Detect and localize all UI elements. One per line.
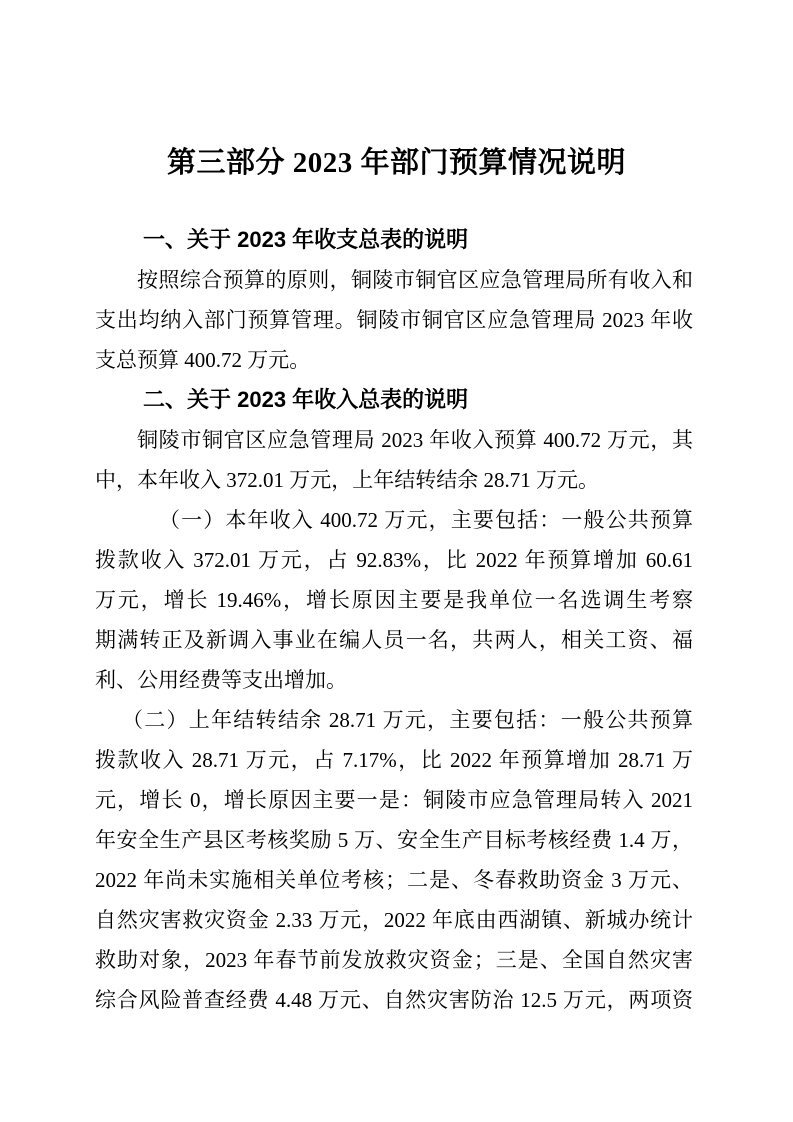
section-2-heading: 二、关于 2023 年收入总表的说明 (143, 387, 469, 412)
document-body (95, 220, 693, 1020)
text-line: 期满转正及新调入事业在编人员一名，共两人，相关工资、福 (95, 628, 693, 652)
text-line: 元，增长 0，增长原因主要一是：铜陵市应急管理局转入 2021 (95, 788, 693, 812)
section-1-heading: 一、关于 2023 年收支总表的说明 (143, 227, 469, 252)
text-line: 中，本年收入 372.01 万元，上年结转结余 28.71 万元。 (95, 468, 599, 492)
text-line: 支总预算 400.72 万元。 (95, 348, 311, 372)
text-line: 救助对象，2023 年春节前发放救灾资金；三是、全国自然灾害 (95, 948, 693, 972)
text-line: 自然灾害救灾资金 2.33 万元，2022 年底由西湖镇、新城办统计 (95, 908, 693, 932)
text-line: 拨款收入 372.01 万元，占 92.83%，比 2022 年预算增加 60.61 (95, 548, 693, 572)
text-line: 支出均纳入部门预算管理。铜陵市铜官区应急管理局 2023 年收 (95, 308, 693, 332)
text-line: 万元，增长 19.46%，增长原因主要是我单位一名选调生考察 (95, 588, 693, 612)
text-line: 年安全生产县区考核奖励 5 万、安全生产目标考核经费 1.4 万， (95, 828, 693, 852)
document-title: 第三部分 2023 年部门预算情况说明 (166, 147, 626, 179)
text-line: 拨款收入 28.71 万元，占 7.17%，比 2022 年预算增加 28.71 万 (95, 748, 693, 772)
text-line: 2022 年尚未实施相关单位考核；二是、冬春救助资金 3 万元、 (95, 868, 693, 892)
text-line: 铜陵市铜官区应急管理局 2023 年收入预算 400.72 万元，其 (137, 428, 693, 452)
text-line-item-2: （二）上年结转结余 28.71 万元，主要包括：一般公共预算 (122, 708, 693, 732)
text-line-item-1: （一）本年收入 400.72 万元，主要包括：一般公共预算 (159, 508, 693, 532)
text-line: 利、公用经费等支出增加。 (95, 668, 347, 692)
text-line: 综合风险普查经费 4.48 万元、自然灾害防治 12.5 万元，两项资 (95, 988, 693, 1012)
text-line: 按照综合预算的原则，铜陵市铜官区应急管理局所有收入和 (137, 268, 693, 292)
